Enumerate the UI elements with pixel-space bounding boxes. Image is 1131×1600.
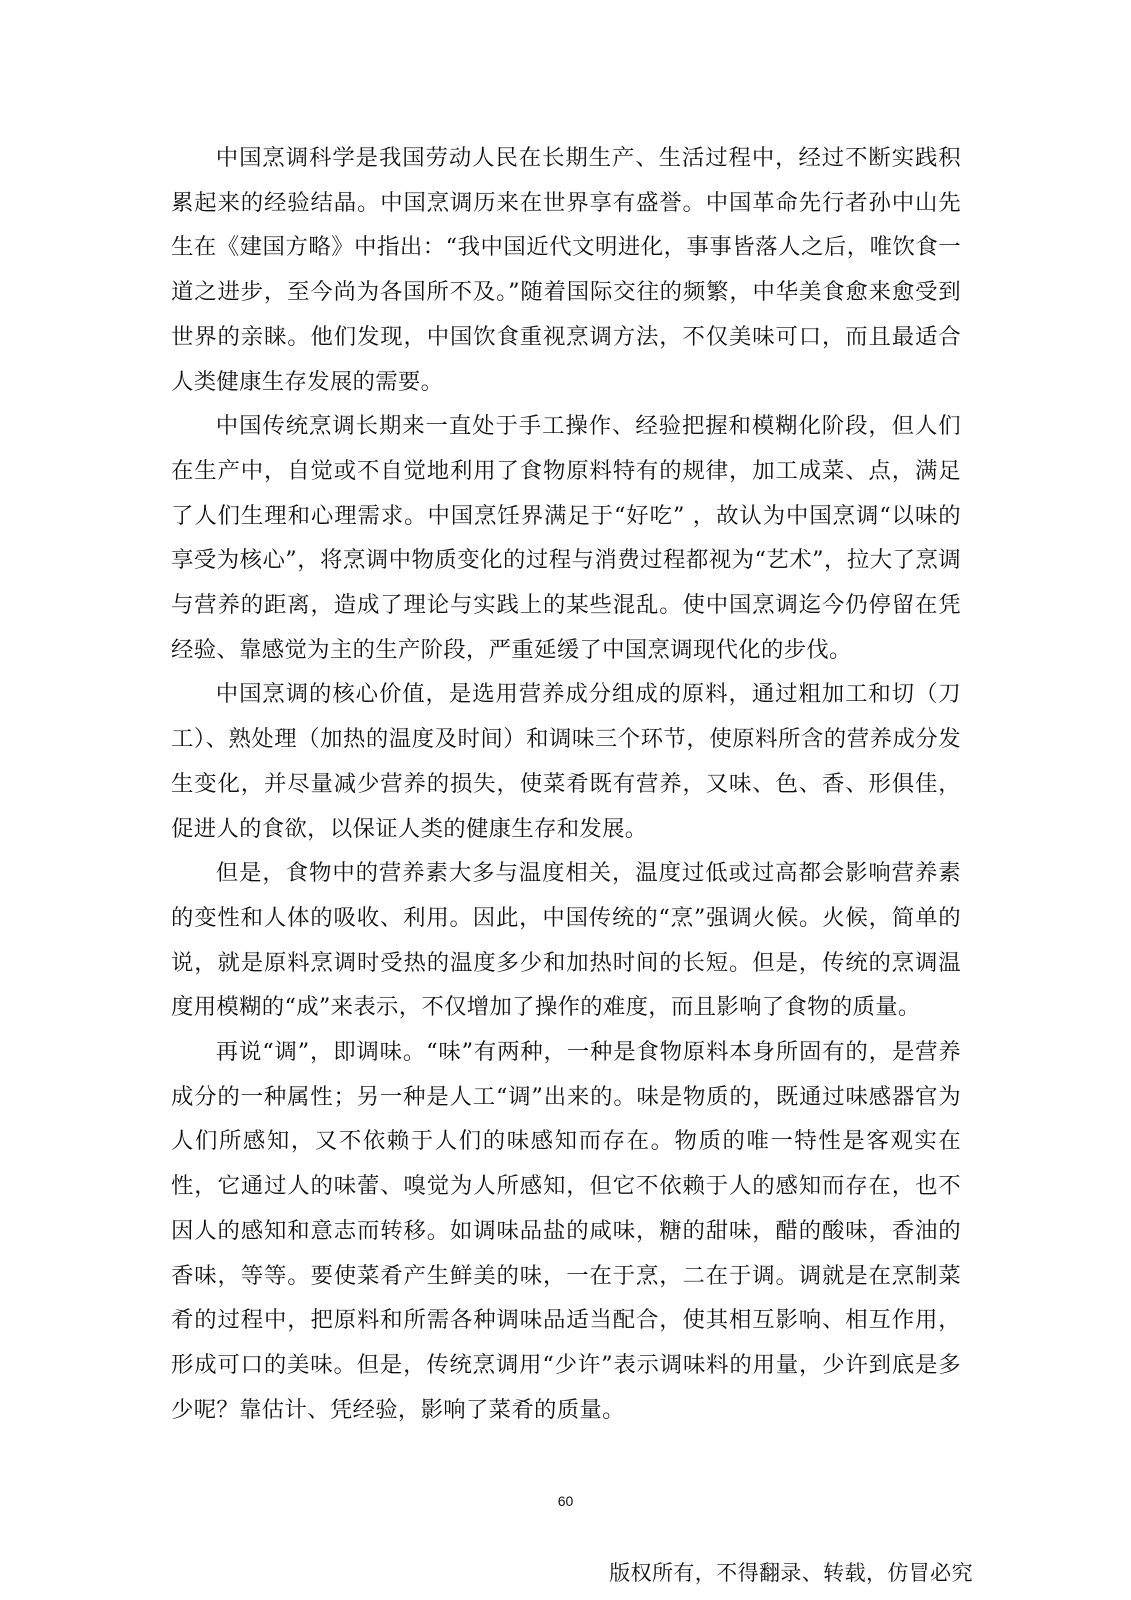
body-text xyxy=(171,136,961,1432)
paragraph-1: 中国烹调科学是我国劳动人民在长期生产、生活过程中，经过不断实践积累起来的经验结晶。中国烹调历来在世界享有盛誉。中国革命先行者孙中山先生在《建国方略》中指出：“我中国近代文明进化，事事皆落人之后，唯饮食一道之进步，至今尚为各国所不及。”随着国际交往的频繁，中华美食愈来愈受到世界的亲睐。他们发现，中国饮食重视烹调方法，不仅美味可口，而且最适合人类健康生存发展的需要。 xyxy=(171,145,961,395)
page-number: 60 xyxy=(557,1493,574,1509)
paragraph-5: 再说“调”，即调味。“味”有两种，一种是食物原料本身所固有的，是营养成分的一种属性；另一种是人工“调”出来的。味是物质的，既通过味感器官为人们所感知，又不依赖于人们的味感知而存在。物质的唯一特性是客观实在性，它通过人的味蕾、嗅觉为人所感知，但它不依赖于人的感知而存在，也不因人的感知和意志而转移。如调味品盐的咸味，糖的甜味，醋的酸味，香油的香味，等等。要使菜肴产生鲜美的味，一在于烹，二在于调。调就是在烹制菜肴的过程中，把原料和所需各种调味品适当配合，使其相互影响、相互作用，形成可口的美味。但是，传统烹调用“少许”表示调味料的用量，少许到底是多少呢？靠估计、凭经验，影响了菜肴的质量。 xyxy=(171,1039,961,1423)
copyright-notice: 版权所有，不得翻录、转载，仿冒必究 xyxy=(609,1561,973,1585)
paragraph-4: 但是，食物中的营养素大多与温度相关，温度过低或过高都会影响营养素的变性和人体的吸收、利用。因此，中国传统的“烹”强调火候。火候，简单的说，就是原料烹调时受热的温度多少和加热时间的长短。但是，传统的烹调温度用模糊的“成”来表示，不仅增加了操作的难度，而且影响了食物的质量。 xyxy=(171,860,961,1021)
paragraph-3: 中国烹调的核心价值，是选用营养成分组成的原料，通过粗加工和切（刀工）、熟处理（加热的温度及时间）和调味三个环节，使原料所含的营养成分发生变化，并尽量减少营养的损失，使菜肴既有营养，又味、色、香、形俱佳，促进人的食欲，以保证人类的健康生存和发展。 xyxy=(171,681,961,842)
paragraph-2: 中国传统烹调长期来一直处于手工操作、经验把握和模糊化阶段，但人们在生产中，自觉或不自觉地利用了食物原料特有的规律，加工成菜、点，满足了人们生理和心理需求。中国烹饪界满足于“好吃” ，故认为中国烹调“以味的享受为核心”，将烹调中物质变化的过程与消费过程都视为“艺术”，拉大了烹调与营养的距离，造成了理论与实践上的某些混乱。使中国烹调迄今仍停留在凭经验、靠感觉为主的生产阶段，严重延缓了中国烹调现代化的步伐。 xyxy=(171,413,961,663)
